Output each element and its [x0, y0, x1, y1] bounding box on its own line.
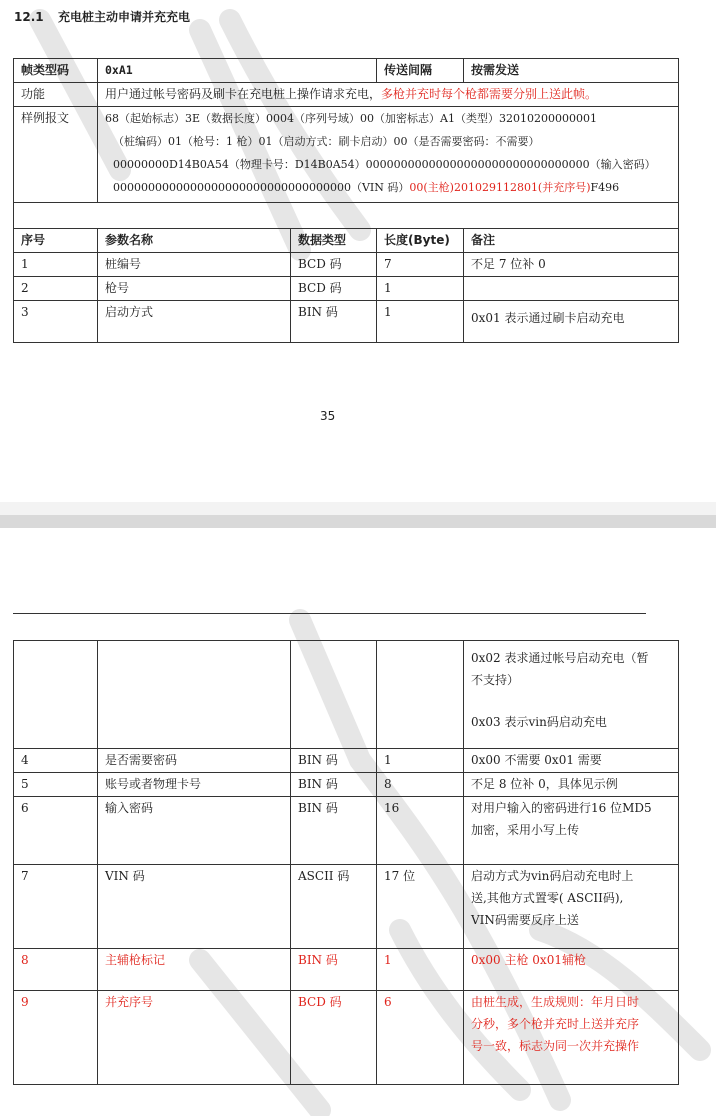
table-row: 7 VIN 码 ASCII 码 17 位 启动方式为vin码启动充电时上 送,其他方式置零( ASCII码), VIN码需要反序上送	[14, 865, 679, 949]
frame-type-code: 0xA1	[98, 59, 377, 83]
section-number: 12.1	[14, 10, 44, 24]
sample-text: 68（起始标志）3E（数据长度）0004（序列号域）00（加密标志）A1（类型）32010200000001 （桩编码）01（枪号：1 枪）01（启动方式：刷卡启动）00（是否需要密码：不需要） 00000000D14B0A54（物理卡号：D14B0A54）00000000000000000000000000000000（输入密码） 0000000000000000000000000000000000（VIN 码）00(主枪)201029112801(并充序号)F496	[98, 107, 679, 203]
table-row: 0x02 表求通过帐号启动充电（暂 不支持） 0x03 表示vin码启动充电	[14, 641, 679, 749]
table-row: 3 启动方式 BIN 码 1 0x01 表示通过刷卡启动充电	[14, 301, 679, 343]
frame-type-label: 帧类型码	[14, 59, 98, 83]
function-label: 功能	[14, 83, 98, 107]
table-row: 1 桩编号 BCD 码 7 不足 7 位补 0	[14, 253, 679, 277]
table-row: 2 枪号 BCD 码 1	[14, 277, 679, 301]
table-row: 4 是否需要密码 BIN 码 1 0x00 不需要 0x01 需要	[14, 749, 679, 773]
table-row: 8 主辅枪标记 BIN 码 1 0x00 主枪 0x01辅枪	[14, 949, 679, 991]
section-title	[14, 8, 190, 25]
header-type: 数据类型	[291, 229, 377, 253]
function-text: 用户通过帐号密码及刷卡在充电桩上操作请求充电，多枪并充时每个枪都需要分别上送此帧。	[98, 83, 679, 107]
table-row: 6 输入密码 BIN 码 16 对用户输入的密码进行16 位MD5 加密，采用小写上传	[14, 797, 679, 865]
sample-label: 样例报文	[14, 107, 98, 203]
header-name: 参数名称	[98, 229, 291, 253]
page-number: 35	[320, 409, 336, 423]
page-gap-shadow	[0, 502, 716, 515]
empty-row	[14, 203, 679, 229]
table-row: 5 账号或者物理卡号 BIN 码 8 不足 8 位补 0，具体见示例	[14, 773, 679, 797]
header-length: 长度(Byte)	[377, 229, 464, 253]
table-row: 9 并充序号 BCD 码 6 由桩生成，生成规则：年月日时 分秒，多个枪并充时上送并充序 号一致，标志为同一次并充操作	[14, 991, 679, 1085]
frame-table-page1	[13, 58, 679, 343]
header-rule	[13, 613, 646, 614]
header-note: 备注	[464, 229, 679, 253]
frame-table-page2	[13, 640, 679, 1085]
interval-label: 传送间隔	[377, 59, 464, 83]
page-gap	[0, 515, 716, 528]
header-seq: 序号	[14, 229, 98, 253]
section-title-text: 充电桩主动申请并充充电	[58, 10, 191, 24]
interval-value: 按需发送	[464, 59, 679, 83]
